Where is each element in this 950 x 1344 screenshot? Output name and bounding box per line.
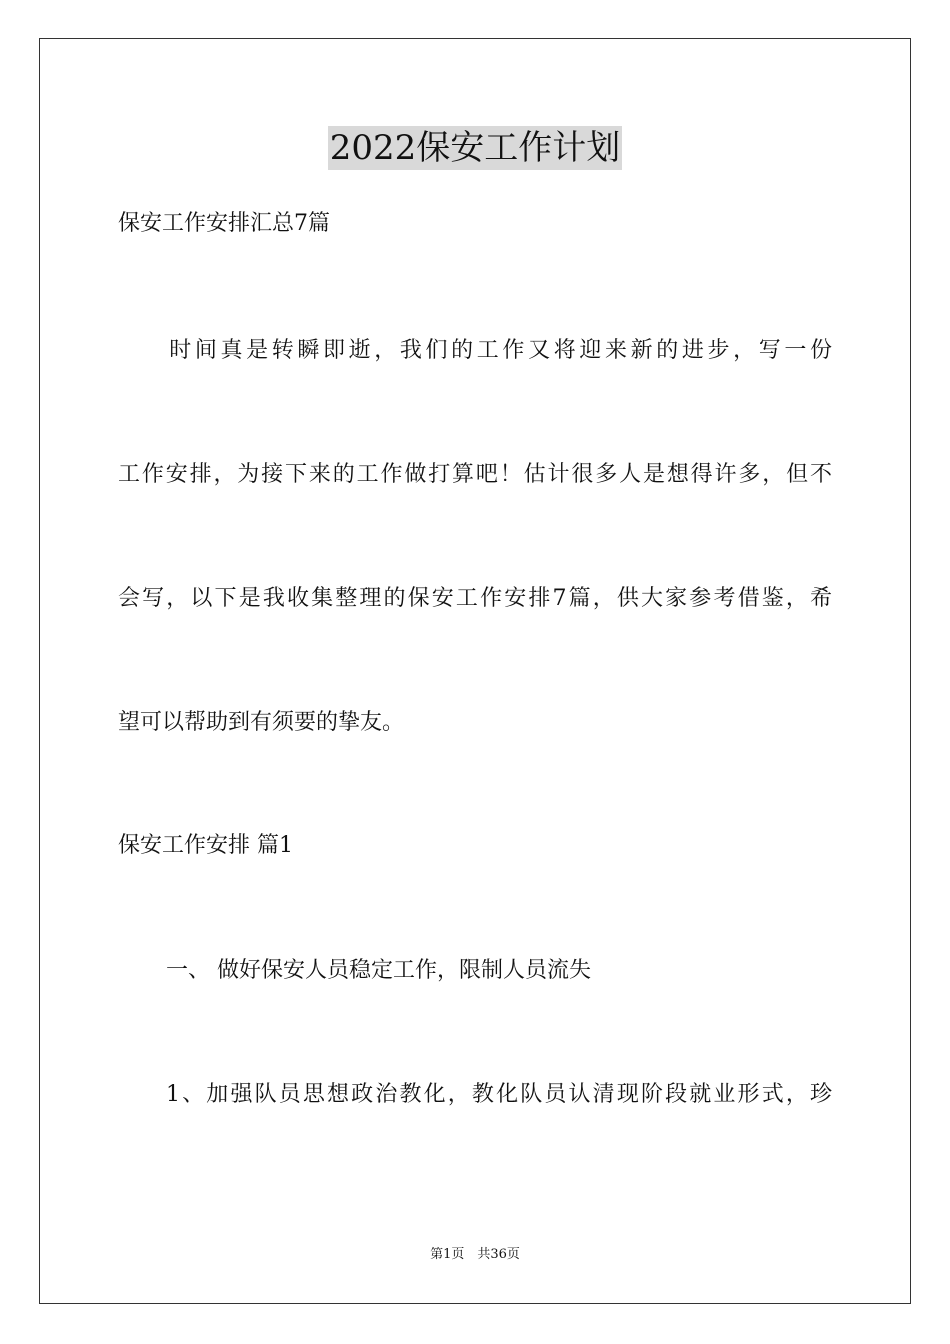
- document-title: 2022保安工作计划: [329, 128, 621, 168]
- document-subtitle: 保安工作安排汇总7篇: [118, 211, 330, 236]
- page-number-label: 第1页 共36页: [430, 1247, 520, 1262]
- paragraph-line-3: 会写，以下是我收集整理的保安工作安排7篇，供大家参考借鉴，希: [118, 586, 832, 611]
- title-wrap: [0, 126, 950, 170]
- paragraph-line-1: 时间真是转瞬即逝，我们的工作又将迎来新的进步，写一份: [118, 338, 832, 363]
- page-footer: [0, 1246, 950, 1264]
- section-heading: 保安工作安排 篇1: [118, 833, 293, 858]
- paragraph-line-4: 望可以帮助到有须要的挚友。: [118, 710, 405, 735]
- paragraph-line-2: 工作安排，为接下来的工作做打算吧！估计很多人是想得许多，但不: [118, 462, 832, 487]
- item-heading: 一、 做好保安人员稳定工作，限制人员流失: [166, 958, 591, 983]
- item-line: 1、加强队员思想政治教化，教化队员认清现阶段就业形式，珍: [166, 1082, 832, 1107]
